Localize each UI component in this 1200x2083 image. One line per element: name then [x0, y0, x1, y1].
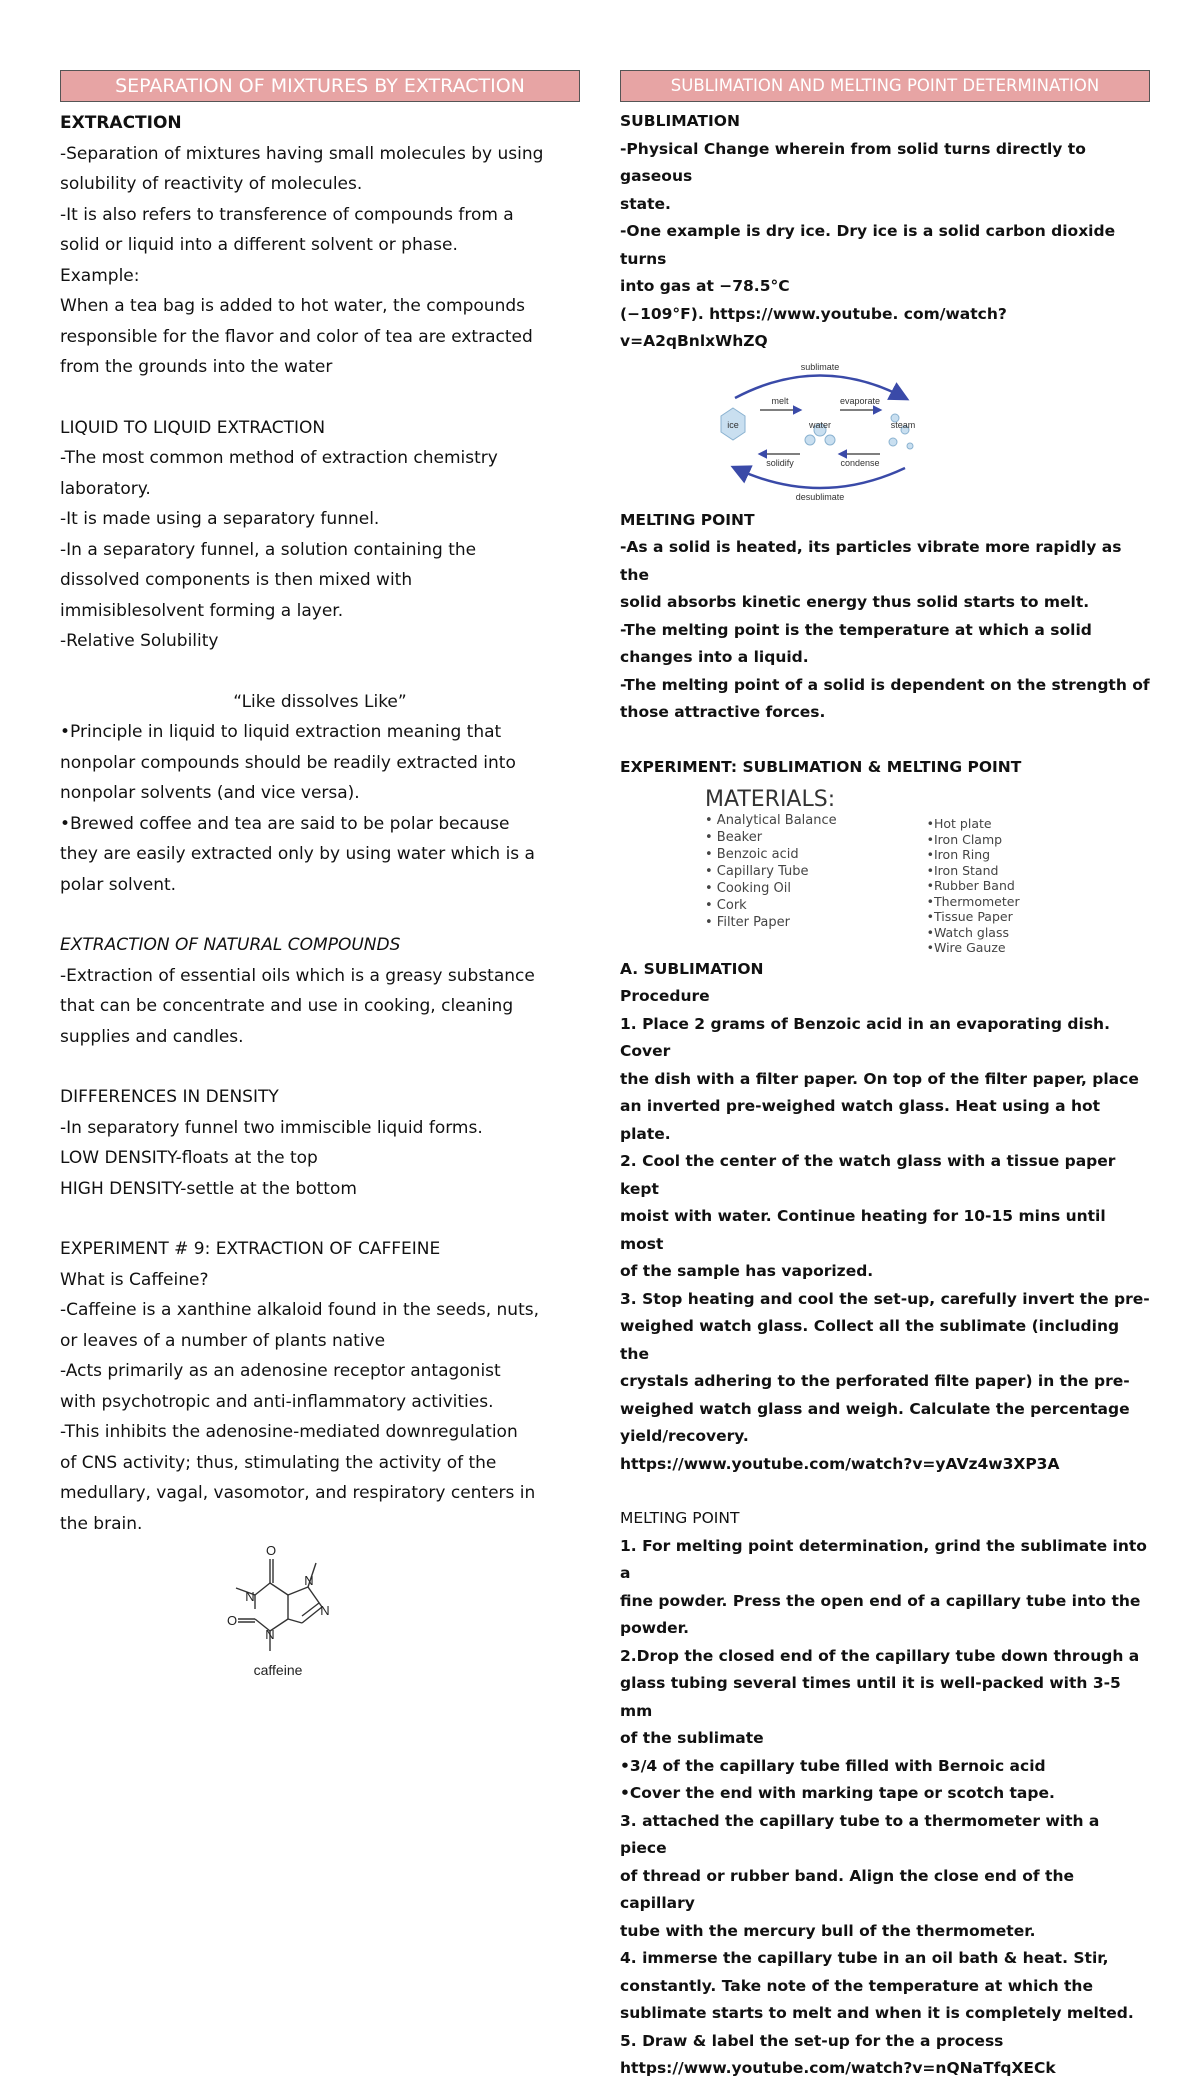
material-item: •Rubber Band	[926, 878, 1015, 893]
extraction-line: When a tea bag is added to hot water, the compounds	[60, 296, 525, 316]
phase-label-solidify: solidify	[766, 457, 794, 468]
sublimation-section	[620, 108, 1150, 356]
sublimation-line: into gas at −78.5°C	[620, 277, 790, 295]
procedure-b-line: 5. Draw & label the set-up for the a process	[620, 2031, 1004, 2050]
natural-line: supplies and candles.	[60, 1026, 244, 1047]
procedure-a-line: 3. Stop heating and cool the set-up, carefully invert the pre-	[620, 1289, 1150, 1308]
density-line: HIGH DENSITY-settle at the bottom	[60, 1178, 357, 1199]
melting-line: -The melting point is the temperature at which a solid	[620, 620, 1092, 639]
density-line: LOW DENSITY-floats at the top	[60, 1148, 318, 1168]
phase-label-condense: condense	[840, 457, 880, 468]
like-line: •Brewed coffee and tea are said to be polar because	[60, 813, 510, 834]
caffeine-caption: caffeine	[253, 1662, 303, 1678]
sublimation-line: state.	[620, 194, 671, 213]
phase-label-steam: steam	[890, 419, 916, 430]
caffeine-line: or leaves of a number of plants native	[60, 1330, 386, 1351]
materials-figure	[620, 787, 1150, 956]
right-section-banner: SUBLIMATION AND MELTING POINT DETERMINATION	[620, 70, 1150, 102]
procedure-a-line: 2. Cool the center of the watch glass with a tissue paper kept	[620, 1152, 1116, 1198]
natural-line: -Extraction of essential oils which is a greasy substance	[60, 965, 535, 986]
procedure-b-line: 3. attached the capillary tube to a thermometer with a piece	[620, 1811, 1100, 1857]
procedure-a-line: an inverted pre-weighed watch glass. Heat using a hot plate.	[620, 1097, 1101, 1143]
procedure-b-link: https://www.youtube.com/watch?v=nQNaTfqXECk	[620, 2059, 1056, 2077]
caffeine-line: of CNS activity; thus, stimulating the activity of the	[60, 1452, 497, 1473]
procedure-b-line: tube with the mercury bull of the thermometer.	[620, 1921, 1036, 1940]
caffeine-line: medullary, vagal, vasomotor, and respiratory centers in	[60, 1483, 536, 1503]
lle-line: -In a separatory funnel, a solution containing the	[60, 539, 477, 560]
caffeine-atom-label: N	[265, 1627, 275, 1642]
material-item: • Benzoic acid	[705, 847, 799, 862]
caffeine-line: -Acts primarily as an adenosine receptor antagonist	[60, 1361, 501, 1381]
extraction-line: solid or liquid into a different solvent or phase.	[60, 235, 458, 255]
density-section	[60, 1082, 580, 1204]
lle-line: dissolved components is then mixed with	[60, 570, 413, 590]
lle-line: -It is made using a separatory funnel.	[60, 509, 380, 529]
material-item: •Wire Gauze	[926, 940, 1006, 955]
procedure-a-link: https://www.youtube.com/watch?v=yAVz4w3XP3A	[620, 1454, 1060, 1473]
melting-point-section	[620, 507, 1150, 727]
material-item: • Filter Paper	[705, 915, 790, 930]
experiment-heading: EXPERIMENT: SUBLIMATION & MELTING POINT	[620, 757, 1022, 776]
sublimation-heading: SUBLIMATION	[620, 112, 740, 130]
lle-line: laboratory.	[60, 478, 151, 499]
melting-line: -The melting point of a solid is dependent on the strength of	[620, 675, 1150, 694]
melting-line: -As a solid is heated, its particles vibrate more rapidly as the	[620, 538, 1122, 584]
procedure-b-line: constantly. Take note of the temperature at which the	[620, 1976, 1093, 1995]
procedure-b-line: of thread or rubber band. Align the close end of the capillary	[620, 1866, 1074, 1912]
caffeine-atom-label: O	[265, 1543, 277, 1558]
procedure-b-line: 1. For melting point determination, grind the sublimate into a	[620, 1536, 1147, 1582]
procedure-a-line: crystals adhering to the perforated filte paper) in the pre-	[620, 1372, 1130, 1390]
materials-list-right	[927, 816, 1020, 956]
melting-line: solid absorbs kinetic energy thus solid starts to melt.	[620, 593, 1090, 611]
material-item: • Capillary Tube	[705, 864, 809, 879]
phase-label-sublimate: sublimate	[800, 361, 840, 372]
procedure-a-heading: A. SUBLIMATION	[620, 959, 764, 978]
caffeine-atom-label: N	[320, 1603, 330, 1618]
phase-label-evaporate: evaporate	[839, 395, 881, 406]
like-dissolves-quote: “Like dissolves Like”	[233, 691, 407, 712]
procedure-a-line: the dish with a filter paper. On top of the filter paper, place	[620, 1069, 1139, 1088]
extraction-line: solubility of reactivity of molecules.	[60, 174, 363, 194]
caffeine-line: -This inhibits the adenosine-mediated downregulation	[60, 1422, 518, 1442]
lle-section	[60, 413, 580, 657]
like-dissolves-section	[60, 687, 580, 901]
procedure-a-line: yield/recovery.	[620, 1427, 749, 1445]
procedure-a-line: weighed watch glass. Collect all the sublimate (including the	[620, 1317, 1120, 1363]
extraction-line: Example:	[60, 265, 140, 286]
caffeine-line: with psychotropic and anti-inflammatory activities.	[60, 1391, 494, 1412]
material-item: •Iron Stand	[926, 862, 999, 878]
procedure-a-section	[620, 956, 1150, 1479]
lle-line: -The most common method of extraction chemistry	[60, 448, 498, 468]
natural-heading: EXTRACTION OF NATURAL COMPOUNDS	[60, 935, 401, 955]
procedure-a-subheading: Procedure	[620, 987, 710, 1005]
phase-label-water: water	[808, 419, 832, 430]
caffeine-line: the brain.	[60, 1513, 143, 1534]
procedure-a-line: 1. Place 2 grams of Benzoic acid in an evaporating dish. Cover	[620, 1014, 1110, 1060]
procedure-a-line: weighed watch glass and weigh. Calculate the percentage	[620, 1399, 1130, 1418]
melting-line: changes into a liquid.	[620, 648, 809, 666]
procedure-b-line: 4. immerse the capillary tube in an oil bath & heat. Stir,	[620, 1949, 1109, 1967]
left-column	[60, 70, 580, 1683]
phase-label-ice: ice	[727, 419, 739, 430]
material-item: •Tissue Paper	[926, 909, 1013, 924]
material-item: • Beaker	[705, 830, 763, 845]
density-line: -In separatory funnel two immiscible liquid forms.	[60, 1117, 483, 1138]
caffeine-section	[60, 1234, 580, 1539]
procedure-b-line: sublimate starts to melt and when it is completely melted.	[620, 2004, 1134, 2022]
natural-line: that can be concentrate and use in cooking, cleaning	[60, 996, 514, 1016]
material-item: •Iron Ring	[926, 847, 991, 862]
procedure-b-section	[620, 1505, 1150, 2083]
caffeine-atom-label: O	[226, 1613, 238, 1628]
extraction-line: -Separation of mixtures having small molecules by using	[60, 143, 544, 164]
material-item: •Iron Clamp	[926, 831, 1003, 847]
caffeine-line: -Caffeine is a xanthine alkaloid found in the seeds, nuts,	[60, 1300, 539, 1320]
procedure-b-line: 2.Drop the closed end of the capillary tube down through a	[620, 1646, 1140, 1665]
melting-line: those attractive forces.	[620, 703, 826, 721]
like-line: polar solvent.	[60, 874, 177, 895]
sublimation-line: (−109°F). https://www.youtube. com/watch?v=A2qBnlxWhZQ	[620, 304, 1007, 350]
lle-line: -Relative Solubility	[60, 631, 219, 651]
extraction-line: -It is also refers to transference of compounds from a	[60, 204, 514, 225]
material-item: •Hot plate	[926, 816, 992, 831]
procedure-b-line: of the sublimate	[620, 1729, 764, 1747]
extraction-line: from the grounds into the water	[60, 357, 333, 377]
like-line: nonpolar compounds should be readily extracted into	[60, 752, 516, 773]
like-line: nonpolar solvents (and vice versa).	[60, 783, 360, 803]
extraction-heading: EXTRACTION	[60, 113, 182, 133]
caffeine-line: What is Caffeine?	[60, 1269, 209, 1290]
extraction-section	[60, 108, 580, 383]
materials-title: MATERIALS:	[705, 787, 836, 812]
sublimation-line: -One example is dry ice. Dry ice is a solid carbon dioxide turns	[620, 222, 1116, 268]
materials-list-left	[705, 812, 837, 956]
natural-compounds-section	[60, 930, 580, 1052]
procedure-b-line: fine powder. Press the open end of a capillary tube into the	[620, 1591, 1141, 1610]
material-item: • Analytical Balance	[705, 813, 837, 828]
procedure-b-line: •Cover the end with marking tape or scotch tape.	[620, 1784, 1055, 1802]
sublimation-line: -Physical Change wherein from solid turns directly to gaseous	[620, 139, 1086, 185]
material-item: • Cooking Oil	[705, 881, 792, 896]
phase-label-melt: melt	[771, 395, 789, 406]
lle-line: immisiblesolvent forming a layer.	[60, 600, 344, 621]
lle-heading: LIQUID TO LIQUID EXTRACTION	[60, 417, 326, 438]
melting-heading: MELTING POINT	[620, 510, 755, 529]
caffeine-atom-label: N	[304, 1573, 314, 1588]
caffeine-atom-label: N	[245, 1589, 255, 1604]
right-column	[620, 70, 1150, 2083]
left-section-banner: SEPARATION OF MIXTURES BY EXTRACTION	[60, 70, 580, 102]
phase-label-desublimate: desublimate	[795, 491, 845, 502]
procedure-a-line: moist with water. Continue heating for 10-15 mins until most	[620, 1207, 1106, 1253]
like-line: •Principle in liquid to liquid extraction meaning that	[60, 722, 502, 742]
material-item: •Watch glass	[926, 924, 1009, 940]
material-item: •Thermometer	[926, 893, 1020, 909]
procedure-b-line: powder.	[620, 1619, 689, 1637]
material-item: • Cork	[705, 898, 747, 913]
density-heading: DIFFERENCES IN DENSITY	[60, 1087, 279, 1107]
like-line: they are easily extracted only by using water which is a	[60, 844, 535, 864]
extraction-line: responsible for the flavor and color of tea are extracted	[60, 326, 533, 347]
procedure-a-line: of the sample has vaporized.	[620, 1262, 874, 1280]
caffeine-heading: EXPERIMENT # 9: EXTRACTION OF CAFFEINE	[60, 1239, 441, 1259]
procedure-b-line: •3/4 of the capillary tube filled with Bernoic acid	[620, 1756, 1046, 1775]
procedure-b-heading: MELTING POINT	[620, 1509, 740, 1527]
caffeine-structure-figure	[220, 1543, 380, 1683]
procedure-b-line: glass tubing several times until it is well-packed with 3-5 mm	[620, 1674, 1121, 1720]
phase-change-diagram	[705, 358, 935, 503]
